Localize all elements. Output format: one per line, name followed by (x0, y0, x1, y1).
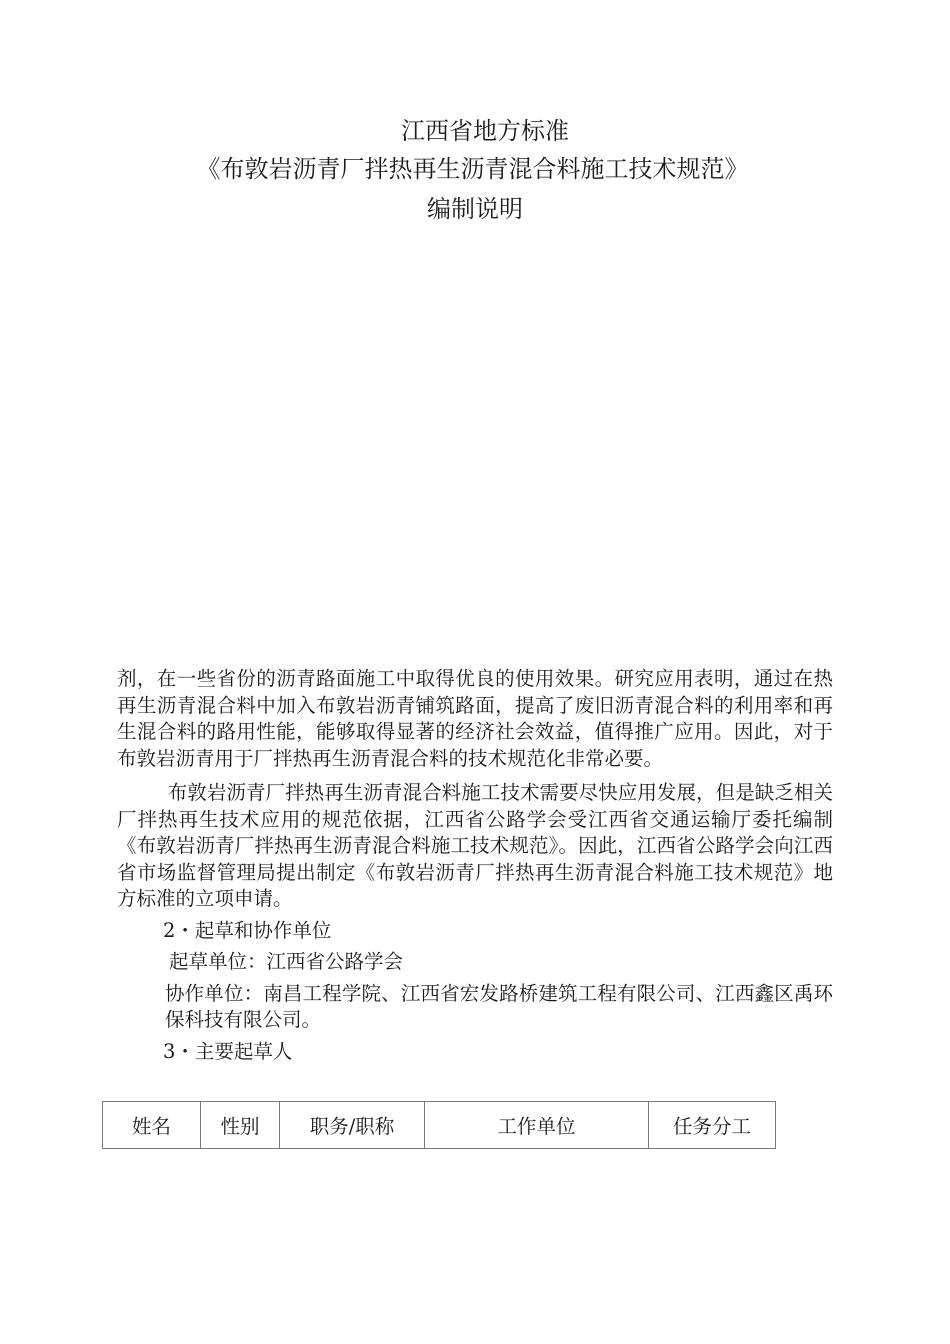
paragraph-background-continued: 剂，在一些省份的沥青路面施工中取得优良的使用效果。研究应用表明，通过在热再生沥青混合料中加入布敦岩沥青铺筑路面，提高了废旧沥青混合料的利用率和再生混合料的路用性能，能够取得显著的经济社会效益，值得推广应用。因此，对于布敦岩沥青用于厂拌热再生沥青混合料的技术规范化非常必要。 (117, 667, 833, 770)
header-name: 姓名 (103, 1102, 201, 1149)
header-gender: 性别 (201, 1102, 280, 1149)
table-header-row (103, 1102, 776, 1149)
section-heading-drafting-units: 2・起草和协作单位 (163, 918, 332, 942)
header-task-division: 任务分工 (649, 1102, 776, 1149)
drafters-table (102, 1101, 776, 1149)
header-work-unit: 工作单位 (425, 1102, 649, 1149)
title-explanation: 编制说明 (427, 195, 523, 223)
title-standard-name: 江西省地方标准 (401, 117, 569, 145)
document-title (0, 112, 950, 228)
title-spec-name: 《布敦岩沥青厂拌热再生沥青混合料施工技术规范》 (196, 155, 749, 183)
cooperating-units-line: 协作单位：南昌工程学院、江西省宏发路桥建筑工程有限公司、江西鑫区禹环保科技有限公司。 (165, 981, 833, 1031)
paragraph-necessity: 布敦岩沥青厂拌热再生沥青混合料施工技术需要尽快应用发展，但是缺乏相关厂拌热再生技术应用的规范依据，江西省公路学会受江西省交通运输厅委托编制《布敦岩沥青厂拌热再生沥青混合料施工技术规范》。因此，江西省公路学会向江西省市场监督管理局提出制定《布敦岩沥青厂拌热再生沥青混合料施工技术规范》地方标准的立项申请。 (117, 781, 833, 910)
section-heading-main-drafters: 3・主要起草人 (163, 1039, 293, 1063)
drafting-unit-line: 起草单位：江西省公路学会 (169, 950, 404, 973)
header-position: 职务/职称 (280, 1102, 425, 1149)
document-body (117, 666, 833, 1065)
